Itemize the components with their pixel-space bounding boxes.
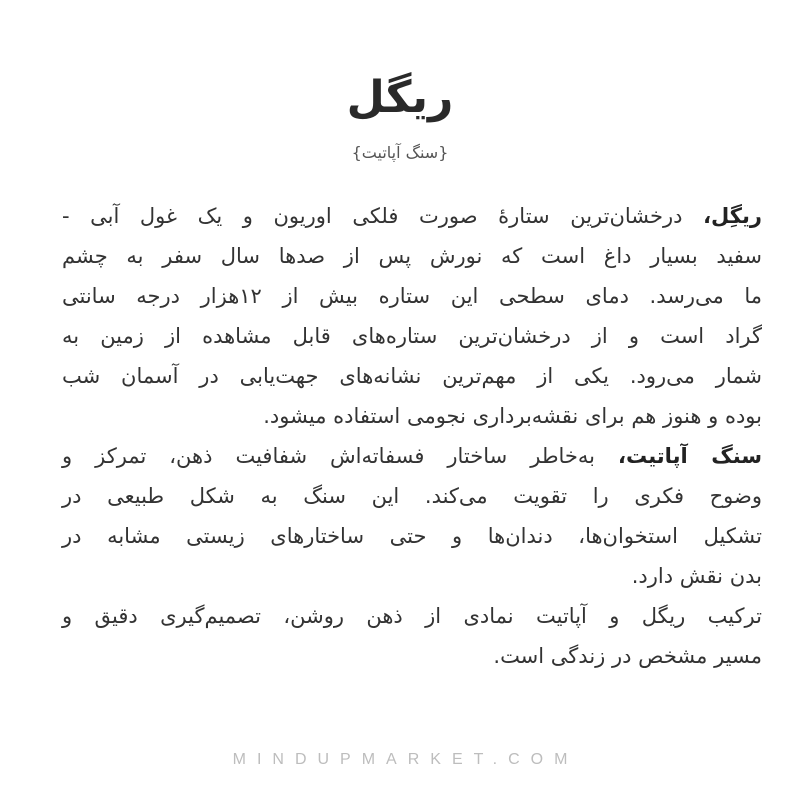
text-line: بوده و هنوز هم برای نقشه‌برداری نجومی استفاده میشود.: [263, 404, 762, 428]
page-subtitle: {سنگ آپاتیت}: [351, 143, 449, 162]
footer-website: MINDUPMARKET.COM: [232, 751, 579, 768]
text-line: بدن نقش دارد.: [631, 564, 762, 588]
text-line: گراد است و از درخشان‌ترین ستاره‌های قابل مشاهده از زمین به: [62, 324, 762, 348]
text-line: ترکیب ریگل و آپاتیت نمادی از ذهن روشن، تصمیم‌گیری دقیق و: [62, 604, 762, 628]
text-line: وضوح فکری را تقویت می‌کند. این سنگ به شکل طبیعی در: [62, 484, 762, 508]
text-line: سفید بسیار داغ است که نورش پس از صدها سال سفر به چشم: [62, 244, 762, 268]
page-title: ریگل: [346, 72, 454, 123]
text-line: مسیر مشخص در زندگی است.: [493, 644, 762, 668]
text-line: ریگِل، درخشان‌ترین ستارهٔ صورت فلکی اوریون و یک غول آبی -: [62, 204, 762, 228]
text-line: سنگ آپاتیت، به‌خاطر ساختار فسفاته‌اش شفافیت ذهن، تمرکز و: [62, 444, 762, 468]
bold-term: سنگ آپاتیت،: [618, 444, 762, 468]
text-line: تشکیل استخوان‌ها، دندان‌ها و حتی ساختارهای زیستی مشابه در: [62, 524, 762, 548]
bold-term: ریگِل،: [703, 204, 762, 228]
text-line: شمار می‌رود. یکی از مهم‌ترین نشانه‌های جهت‌یابی در آسمان شب: [62, 364, 762, 388]
body-text: [62, 196, 762, 676]
text-line: ما می‌رسد. دمای سطحی این ستاره بیش از ۱۲هزار درجه سانتی: [62, 284, 762, 308]
